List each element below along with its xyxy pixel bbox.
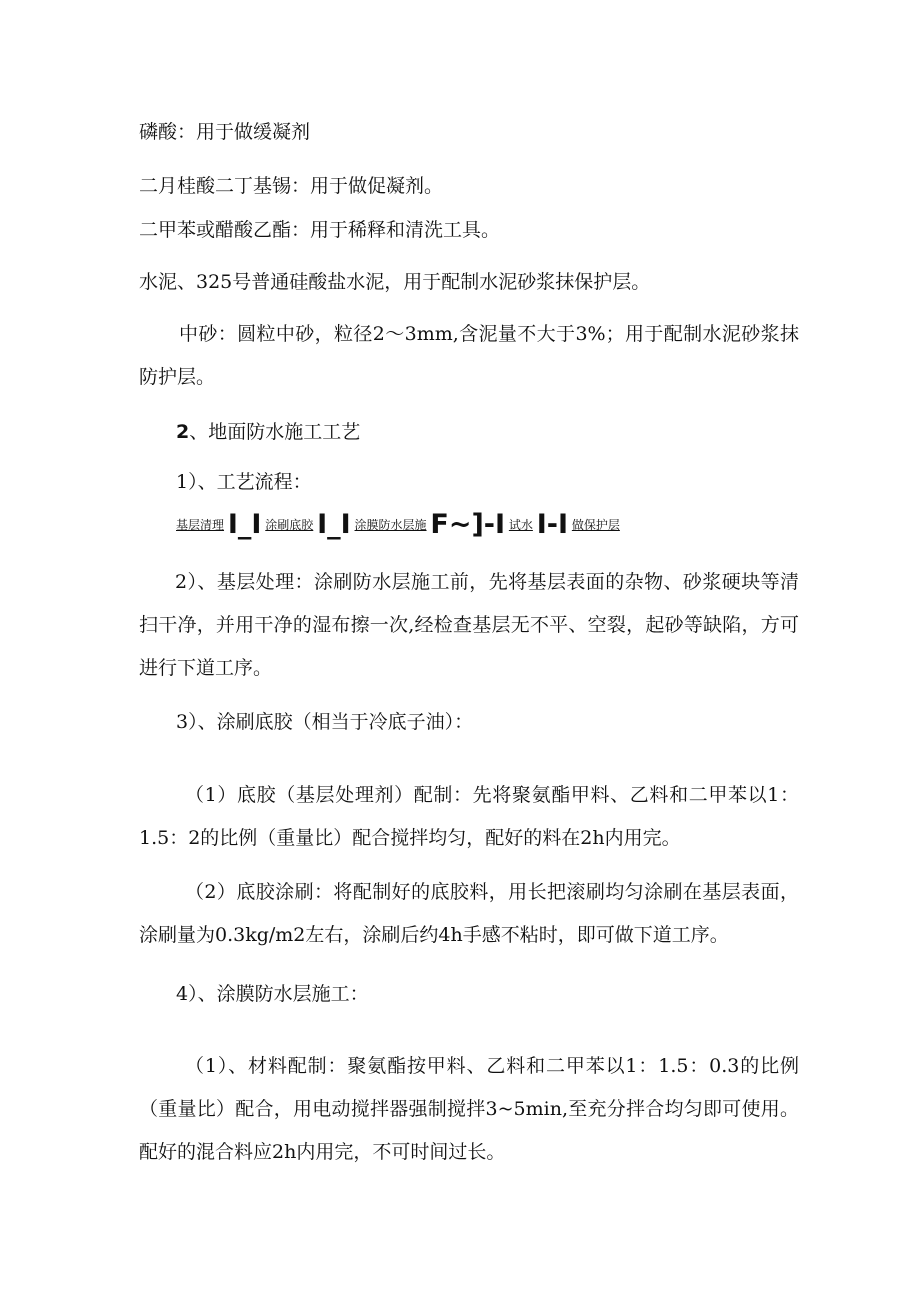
- flow-step-primer: 涂刷底胶: [265, 518, 314, 532]
- subheading-membrane: 4）、涂膜防水层施工：: [176, 983, 369, 1005]
- flow-connector-3: F~]-I: [430, 509, 506, 540]
- flow-step-water-test: 试水: [508, 518, 533, 532]
- paragraph-primer-mix: （1）底胶（基层处理剂）配制：先将聚氨酯甲料、乙料和二甲苯以1：1.5：2的比例（重量比）配合搅拌均匀，配好的料在2h内用完。: [139, 784, 799, 849]
- flow-connector-1: I_I: [227, 509, 262, 540]
- paragraph-primer-brushing: （2）底胶涂刷：将配制好的底胶料，用长把滚刷均匀涂刷在基层表面，涂刷量为0.3kg∕m2左右，涂刷后约4h手感不粘时，即可做下道工序。: [139, 881, 799, 946]
- paragraph-base-treatment: 2）、基层处理：涂刷防水层施工前，先将基层表面的杂物、砂浆硬块等清扫干净，并用干净的湿布擦一次,经检查基层无不平、空裂，起砂等缺陷，方可进行下道工序。: [139, 571, 799, 679]
- paragraph-material-mix: （1）、材料配制：聚氨酯按甲料、乙料和二甲苯以1：1.5：0.3的比例（重量比）配合，用电动搅拌器强制搅拌3~5min,至充分拌合均匀即可使用。配好的混合料应2h内用完，不可时间过长。: [139, 1055, 799, 1163]
- subheading-primer: 3）、涂刷底胶（相当于冷底子油）：: [176, 711, 474, 733]
- subheading-process-flow: 1）、工艺流程：: [176, 471, 312, 493]
- section-number: 2: [176, 421, 190, 443]
- flow-step-protective-layer: 做保护层: [571, 518, 620, 532]
- paragraph-phosphoric-acid: 磷酸：用于做缓凝剂: [139, 121, 311, 143]
- flow-step-base-cleaning: 基层清理: [176, 518, 225, 532]
- section-title: 、地面防水施工工艺: [189, 421, 361, 443]
- section-heading-2: [176, 421, 836, 443]
- paragraph-dibutyltin: 二月桂酸二丁基锡：用于做促凝剂。: [139, 175, 444, 197]
- flow-step-membrane: 涂膜防水层施: [354, 518, 427, 532]
- paragraph-xylene: 二甲苯或醋酸乙酯：用于稀释和清洗工具。: [139, 219, 501, 241]
- flow-connector-2: I_I: [317, 509, 351, 540]
- paragraph-medium-sand: 中砂：圆粒中砂，粒径2～3mm,含泥量不大于3%；用于配制水泥砂浆抹防护层。: [139, 323, 799, 388]
- process-flow-diagram: [176, 510, 620, 540]
- paragraph-cement: 水泥、325号普通硅酸盐水泥，用于配制水泥砂浆抹保护层。: [139, 271, 651, 293]
- flow-connector-4: I-I: [536, 509, 569, 540]
